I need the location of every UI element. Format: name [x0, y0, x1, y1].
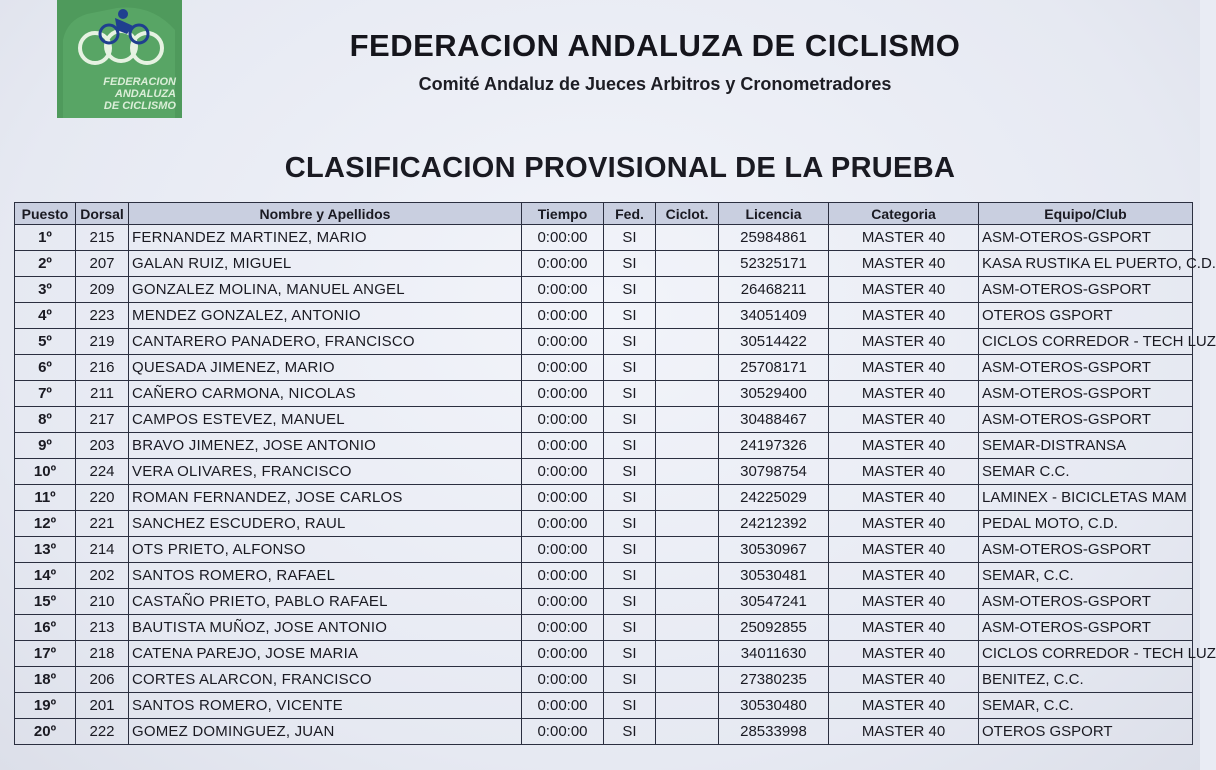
cell-club: ASM-OTEROS-GSPORT: [979, 277, 1193, 303]
cell-lic: 34011630: [719, 641, 829, 667]
cell-lic: 30529400: [719, 381, 829, 407]
cell-fed: SI: [604, 303, 656, 329]
cell-puesto: 5º: [15, 329, 76, 355]
logo-line-3: DE CICLISMO: [103, 100, 176, 112]
cell-club: ASM-OTEROS-GSPORT: [979, 537, 1193, 563]
cell-ciclot: [656, 667, 719, 693]
cell-ciclot: [656, 303, 719, 329]
table-body: [15, 225, 1216, 745]
cell-puesto: 14º: [15, 563, 76, 589]
cell-tiempo: 0:00:00: [522, 641, 604, 667]
cell-name: GALAN RUIZ, MIGUEL: [129, 251, 522, 277]
cell-fed: SI: [604, 407, 656, 433]
cell-dorsal: 213: [76, 615, 129, 641]
cell-dorsal: 216: [76, 355, 129, 381]
cell-cat: MASTER 40: [829, 719, 979, 745]
cell-dorsal: 209: [76, 277, 129, 303]
cell-lic: 25984861: [719, 225, 829, 251]
cell-fed: SI: [604, 641, 656, 667]
column-header-tiempo: Tiempo: [522, 203, 604, 225]
cell-ciclot: [656, 355, 719, 381]
cell-club: ASM-OTEROS-GSPORT: [979, 381, 1193, 407]
cell-cat: MASTER 40: [829, 459, 979, 485]
cell-ciclot: [656, 615, 719, 641]
cell-club: ASM-OTEROS-GSPORT: [979, 615, 1193, 641]
cell-tiempo: 0:00:00: [522, 667, 604, 693]
cell-puesto: 15º: [15, 589, 76, 615]
cell-ciclot: [656, 407, 719, 433]
cell-puesto: 3º: [15, 277, 76, 303]
cell-tiempo: 0:00:00: [522, 537, 604, 563]
cell-dorsal: 211: [76, 381, 129, 407]
cell-ciclot: [656, 693, 719, 719]
cell-ciclot: [656, 485, 719, 511]
cell-tiempo: 0:00:00: [522, 511, 604, 537]
cell-cat: MASTER 40: [829, 407, 979, 433]
cell-dorsal: 202: [76, 563, 129, 589]
cell-puesto: 12º: [15, 511, 76, 537]
cell-dorsal: 203: [76, 433, 129, 459]
cell-ciclot: [656, 225, 719, 251]
cell-puesto: 16º: [15, 615, 76, 641]
cell-lic: 52325171: [719, 251, 829, 277]
cell-name: CASTAÑO PRIETO, PABLO RAFAEL: [129, 589, 522, 615]
cell-fed: SI: [604, 537, 656, 563]
cell-cat: MASTER 40: [829, 511, 979, 537]
cell-fed: SI: [604, 459, 656, 485]
cell-lic: 24225029: [719, 485, 829, 511]
cell-fed: SI: [604, 511, 656, 537]
cell-dorsal: 224: [76, 459, 129, 485]
table-row: [15, 355, 1193, 381]
cell-tiempo: 0:00:00: [522, 407, 604, 433]
cell-club: CICLOS CORREDOR - TECH LUZ: [979, 641, 1193, 667]
cell-lic: 30530481: [719, 563, 829, 589]
table-row: [15, 511, 1193, 537]
cell-ciclot: [656, 251, 719, 277]
column-header-puesto: Puesto: [15, 203, 76, 225]
cell-fed: SI: [604, 563, 656, 589]
cell-ciclot: [656, 329, 719, 355]
cell-cat: MASTER 40: [829, 251, 979, 277]
cell-tiempo: 0:00:00: [522, 589, 604, 615]
cell-club: PEDAL MOTO, C.D.: [979, 511, 1193, 537]
cell-lic: 30798754: [719, 459, 829, 485]
cell-club: LAMINEX - BICICLETAS MAM: [979, 485, 1193, 511]
cell-ciclot: [656, 433, 719, 459]
cell-tiempo: 0:00:00: [522, 329, 604, 355]
cell-tiempo: 0:00:00: [522, 225, 604, 251]
cell-fed: SI: [604, 433, 656, 459]
cell-tiempo: 0:00:00: [522, 459, 604, 485]
committee-subtitle: Comité Andaluz de Jueces Arbitros y Cronometradores: [418, 74, 892, 94]
cell-club: SEMAR-DISTRANSA: [979, 433, 1193, 459]
cell-dorsal: 223: [76, 303, 129, 329]
cell-dorsal: 201: [76, 693, 129, 719]
cell-cat: MASTER 40: [829, 381, 979, 407]
cell-tiempo: 0:00:00: [522, 693, 604, 719]
cell-tiempo: 0:00:00: [522, 563, 604, 589]
cell-puesto: 20º: [15, 719, 76, 745]
cell-ciclot: [656, 641, 719, 667]
column-header-club: Equipo/Club: [979, 203, 1193, 225]
cell-puesto: 8º: [15, 407, 76, 433]
cell-tiempo: 0:00:00: [522, 381, 604, 407]
cell-cat: MASTER 40: [829, 537, 979, 563]
cell-club: OTEROS GSPORT: [979, 303, 1193, 329]
table-row: [15, 303, 1193, 329]
table-row: [15, 693, 1193, 719]
cell-name: SANTOS ROMERO, VICENTE: [129, 693, 522, 719]
cell-cat: MASTER 40: [829, 277, 979, 303]
cell-name: CAMPOS ESTEVEZ, MANUEL: [129, 407, 522, 433]
logo-line-1: FEDERACION: [103, 76, 176, 88]
table-row: [15, 537, 1193, 563]
cell-club: SEMAR, C.C.: [979, 693, 1193, 719]
cell-ciclot: [656, 719, 719, 745]
cell-cat: MASTER 40: [829, 667, 979, 693]
cell-lic: 30488467: [719, 407, 829, 433]
cell-cat: MASTER 40: [829, 303, 979, 329]
cell-club: SEMAR C.C.: [979, 459, 1193, 485]
cell-lic: 30547241: [719, 589, 829, 615]
cell-fed: SI: [604, 589, 656, 615]
column-header-ciclot: Ciclot.: [656, 203, 719, 225]
column-header-cat: Categoria: [829, 203, 979, 225]
cell-dorsal: 215: [76, 225, 129, 251]
cell-puesto: 10º: [15, 459, 76, 485]
cell-fed: SI: [604, 667, 656, 693]
cell-fed: SI: [604, 277, 656, 303]
table-row: [15, 433, 1193, 459]
cell-name: CORTES ALARCON, FRANCISCO: [129, 667, 522, 693]
cell-dorsal: 214: [76, 537, 129, 563]
cell-puesto: 18º: [15, 667, 76, 693]
cell-fed: SI: [604, 251, 656, 277]
column-header-dorsal: Dorsal: [76, 203, 129, 225]
cell-cat: MASTER 40: [829, 225, 979, 251]
cell-cat: MASTER 40: [829, 615, 979, 641]
table-row: [15, 615, 1193, 641]
cell-name: GONZALEZ MOLINA, MANUEL ANGEL: [129, 277, 522, 303]
cell-puesto: 1º: [15, 225, 76, 251]
cell-lic: 30530967: [719, 537, 829, 563]
cell-club: ASM-OTEROS-GSPORT: [979, 225, 1193, 251]
table-row: [15, 225, 1193, 251]
cell-cat: MASTER 40: [829, 589, 979, 615]
cell-dorsal: 217: [76, 407, 129, 433]
cell-club: ASM-OTEROS-GSPORT: [979, 355, 1193, 381]
cell-ciclot: [656, 459, 719, 485]
cell-name: CAÑERO CARMONA, NICOLAS: [129, 381, 522, 407]
cell-fed: SI: [604, 615, 656, 641]
cell-name: BRAVO JIMENEZ, JOSE ANTONIO: [129, 433, 522, 459]
table-row: [15, 719, 1193, 745]
cell-ciclot: [656, 511, 719, 537]
cell-cat: MASTER 40: [829, 563, 979, 589]
cell-club: ASM-OTEROS-GSPORT: [979, 407, 1193, 433]
table-header-row: [15, 203, 1193, 225]
cell-club: ASM-OTEROS-GSPORT: [979, 589, 1193, 615]
cell-name: SANTOS ROMERO, RAFAEL: [129, 563, 522, 589]
cell-puesto: 11º: [15, 485, 76, 511]
table-row: [15, 329, 1193, 355]
cell-ciclot: [656, 563, 719, 589]
cell-ciclot: [656, 277, 719, 303]
cell-tiempo: 0:00:00: [522, 303, 604, 329]
cell-fed: SI: [604, 329, 656, 355]
cell-name: GOMEZ DOMINGUEZ, JUAN: [129, 719, 522, 745]
cell-club: SEMAR, C.C.: [979, 563, 1193, 589]
cell-lic: 25092855: [719, 615, 829, 641]
cell-puesto: 19º: [15, 693, 76, 719]
table-row: [15, 459, 1193, 485]
cell-cat: MASTER 40: [829, 485, 979, 511]
table-row: [15, 251, 1193, 277]
federation-logo: [57, 0, 182, 118]
cell-lic: 30530480: [719, 693, 829, 719]
cell-lic: 28533998: [719, 719, 829, 745]
cell-name: QUESADA JIMENEZ, MARIO: [129, 355, 522, 381]
cell-dorsal: 221: [76, 511, 129, 537]
column-header-fed: Fed.: [604, 203, 656, 225]
cell-dorsal: 206: [76, 667, 129, 693]
cell-name: BAUTISTA MUÑOZ, JOSE ANTONIO: [129, 615, 522, 641]
cell-lic: 26468211: [719, 277, 829, 303]
classification-heading: CLASIFICACION PROVISIONAL DE LA PRUEBA: [284, 152, 956, 184]
cell-ciclot: [656, 381, 719, 407]
cell-fed: SI: [604, 719, 656, 745]
cell-dorsal: 207: [76, 251, 129, 277]
cell-name: MENDEZ GONZALEZ, ANTONIO: [129, 303, 522, 329]
table-row: [15, 563, 1193, 589]
logo-line-2: ANDALUZA: [114, 88, 176, 100]
cell-name: ROMAN FERNANDEZ, JOSE CARLOS: [129, 485, 522, 511]
cell-puesto: 2º: [15, 251, 76, 277]
cell-cat: MASTER 40: [829, 641, 979, 667]
cell-puesto: 13º: [15, 537, 76, 563]
cell-lic: 30514422: [719, 329, 829, 355]
cell-club: BENITEZ, C.C.: [979, 667, 1193, 693]
federation-title: FEDERACION ANDALUZA DE CICLISMO: [349, 28, 961, 63]
cell-name: CATENA PAREJO, JOSE MARIA: [129, 641, 522, 667]
cell-tiempo: 0:00:00: [522, 433, 604, 459]
cell-dorsal: 210: [76, 589, 129, 615]
cell-ciclot: [656, 589, 719, 615]
cell-fed: SI: [604, 693, 656, 719]
cell-tiempo: 0:00:00: [522, 251, 604, 277]
cell-puesto: 6º: [15, 355, 76, 381]
cell-club: CICLOS CORREDOR - TECH LUZ: [979, 329, 1193, 355]
table-row: [15, 407, 1193, 433]
column-header-name: Nombre y Apellidos: [129, 203, 522, 225]
cell-lic: 27380235: [719, 667, 829, 693]
cell-cat: MASTER 40: [829, 329, 979, 355]
cell-cat: MASTER 40: [829, 355, 979, 381]
cell-puesto: 17º: [15, 641, 76, 667]
cell-dorsal: 220: [76, 485, 129, 511]
cell-tiempo: 0:00:00: [522, 355, 604, 381]
cell-lic: 24197326: [719, 433, 829, 459]
cell-dorsal: 218: [76, 641, 129, 667]
cell-puesto: 9º: [15, 433, 76, 459]
column-header-lic: Licencia: [719, 203, 829, 225]
cell-lic: 24212392: [719, 511, 829, 537]
cell-name: VERA OLIVARES, FRANCISCO: [129, 459, 522, 485]
cell-club: KASA RUSTIKA EL PUERTO, C.D.: [979, 251, 1193, 277]
results-table: [14, 202, 1216, 745]
cell-cat: MASTER 40: [829, 693, 979, 719]
cell-name: SANCHEZ ESCUDERO, RAUL: [129, 511, 522, 537]
cell-puesto: 7º: [15, 381, 76, 407]
cell-fed: SI: [604, 225, 656, 251]
cell-tiempo: 0:00:00: [522, 485, 604, 511]
cell-tiempo: 0:00:00: [522, 615, 604, 641]
table-row: [15, 277, 1193, 303]
cell-fed: SI: [604, 381, 656, 407]
cell-club: OTEROS GSPORT: [979, 719, 1193, 745]
cell-name: OTS PRIETO, ALFONSO: [129, 537, 522, 563]
table-row: [15, 667, 1193, 693]
cell-tiempo: 0:00:00: [522, 719, 604, 745]
cell-fed: SI: [604, 485, 656, 511]
cell-dorsal: 219: [76, 329, 129, 355]
table-row: [15, 381, 1193, 407]
cell-cat: MASTER 40: [829, 433, 979, 459]
cell-fed: SI: [604, 355, 656, 381]
table-row: [15, 589, 1193, 615]
cell-lic: 25708171: [719, 355, 829, 381]
cell-tiempo: 0:00:00: [522, 277, 604, 303]
table-row: [15, 641, 1193, 667]
cell-dorsal: 222: [76, 719, 129, 745]
logo-text: [76, 76, 176, 112]
cell-ciclot: [656, 537, 719, 563]
cell-name: FERNANDEZ MARTINEZ, MARIO: [129, 225, 522, 251]
cell-puesto: 4º: [15, 303, 76, 329]
table-row: [15, 485, 1193, 511]
cell-lic: 34051409: [719, 303, 829, 329]
cell-name: CANTARERO PANADERO, FRANCISCO: [129, 329, 522, 355]
